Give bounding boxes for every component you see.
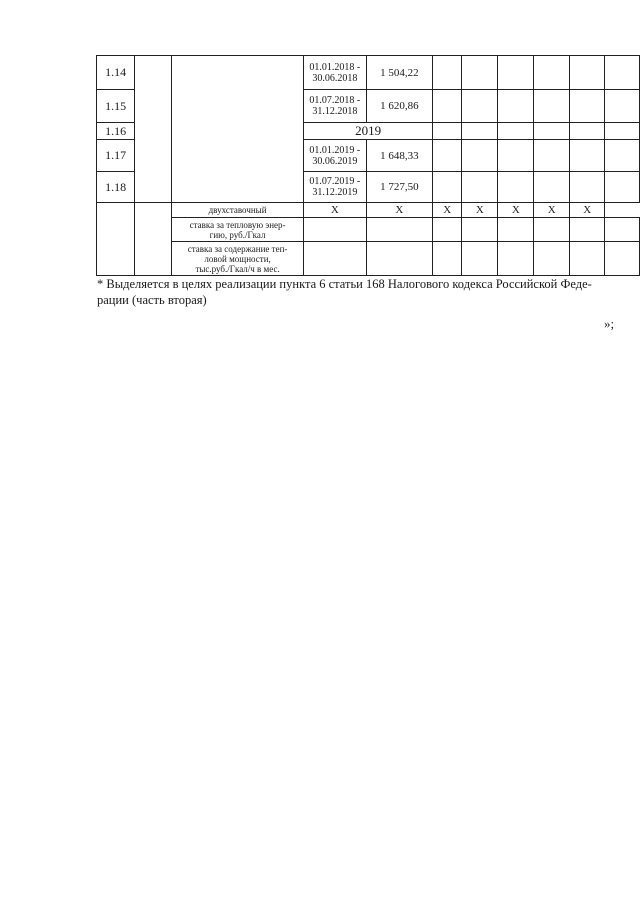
not-applicable-mark: Х <box>534 203 570 218</box>
tariff-value: 1 620,86 <box>366 90 433 123</box>
footnote-line: * Выделяется в целях реализации пункта 6 статьи 168 Налогового кодекса Российской Феде- <box>97 277 592 291</box>
tariff-value: 1 727,50 <box>366 172 433 203</box>
period-end: 30.06.2019 <box>312 155 358 167</box>
period-end: 31.12.2018 <box>312 106 358 117</box>
merged-cell <box>135 56 172 203</box>
not-applicable-mark: Х <box>366 203 433 218</box>
row-number: 1.15 <box>97 90 135 123</box>
table-row <box>97 242 640 276</box>
tariff-value: 1 648,33 <box>366 140 433 172</box>
merged-cell <box>171 56 303 203</box>
not-applicable-mark: Х <box>462 203 498 218</box>
empty-cell <box>135 203 172 276</box>
two-part-label: двухставочный <box>171 203 303 218</box>
period-cell <box>304 172 366 203</box>
period-cell <box>304 90 366 123</box>
period-end: 30.06.2018 <box>312 72 358 84</box>
period-start: 01.07.2018 - <box>309 95 361 106</box>
period-start: 01.07.2019 - <box>309 176 361 187</box>
energy-rate-label: ставка за тепловую энер- гию, руб./Гкал <box>171 218 303 242</box>
not-applicable-mark: Х <box>570 203 605 218</box>
year-cell: 2019 <box>304 123 433 140</box>
capacity-rate-label: ставка за содержание теп- ловой мощности, тыс.руб./Гкал/ч в мес. <box>171 242 303 276</box>
period-cell <box>304 140 366 172</box>
period-start: 01.01.2019 - <box>309 144 361 156</box>
footnote-line: рации (часть вторая) <box>97 293 207 307</box>
not-applicable-mark: Х <box>304 203 366 218</box>
row-number: 1.17 <box>97 140 135 172</box>
table-row <box>97 218 640 242</box>
table-row <box>97 56 640 90</box>
row-number: 1.16 <box>97 123 135 140</box>
not-applicable-mark: Х <box>433 203 462 218</box>
table-row <box>97 203 640 218</box>
not-applicable-mark: Х <box>498 203 534 218</box>
closing-quote: »; <box>604 316 615 331</box>
row-number: 1.14 <box>97 56 135 90</box>
footnote <box>97 276 627 308</box>
period-end: 31.12.2019 <box>312 187 358 198</box>
empty-number-cell <box>97 203 135 276</box>
period-cell <box>304 56 366 90</box>
row-number: 1.18 <box>97 172 135 203</box>
tariff-value: 1 504,22 <box>366 56 433 90</box>
tariff-table <box>96 55 640 276</box>
period-start: 01.01.2018 - <box>309 61 361 73</box>
